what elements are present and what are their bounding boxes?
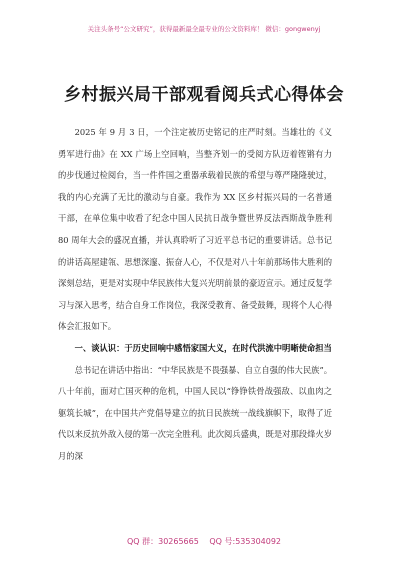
footer-qq-group: QQ 群：30265665: [126, 537, 199, 546]
header-notice: 关注头条号“公文研究”，获得最新最全最专业的公文资料库！ 微信：gongwenyj: [87, 25, 321, 33]
section-paragraph: 总书记在讲话中指出：“中华民族是不畏强暴、自立自强的伟大民族”。八十年前，面对亡国灭种的危机，中国人民以“铮铮铁骨战强敌、以血肉之躯筑长城”，在中国共产党倡导建立的抗日民族统一战线旗帜下，取得了近代以来反抗外敌入侵的第一次完全胜利。此次阅兵盛典，既是对那段烽火岁月的深: [58, 364, 332, 461]
footer-qq-number: QQ 号:535304092: [209, 537, 282, 546]
document-body: [58, 122, 332, 468]
intro-paragraph: 2025 年 9 月 3 日，一个注定被历史铭记的庄严时刻。当雄壮的《义勇军进行曲》在 XX 广场上空回响，当整齐划一的受阅方队迈着铿锵有力的步伐通过检阅台，当一件件国之重器承载着民族的希望与尊严隆隆驶过，我的内心充满了无比的激动与自豪。我作为 XX 区乡村振兴局的一名普通干部，在单位集中收看了纪念中国人民抗日战争暨世界反法西斯战争胜利 80 周年大会的盛况直播，并认真聆听了习近平总书记的重要讲话。总书记的讲话高屋建瓴、思想深邃、振奋人心，不仅是对八十年前那场伟大胜利的深刻总结，更是对实现中华民族伟大复兴光明前景的豪迈宣示。通过反复学习与深入思考，结合自身工作岗位，我深受教育、备受鼓舞，现将个人心得体会汇报如下。: [58, 127, 332, 332]
footer-contact: [0, 536, 408, 547]
section-heading: 一、谈认识：于历史回响中感悟家国大义，在时代洪流中明晰使命担当: [74, 342, 332, 353]
document-title: 乡村振兴局干部观看阅兵式心得体会: [64, 85, 344, 105]
